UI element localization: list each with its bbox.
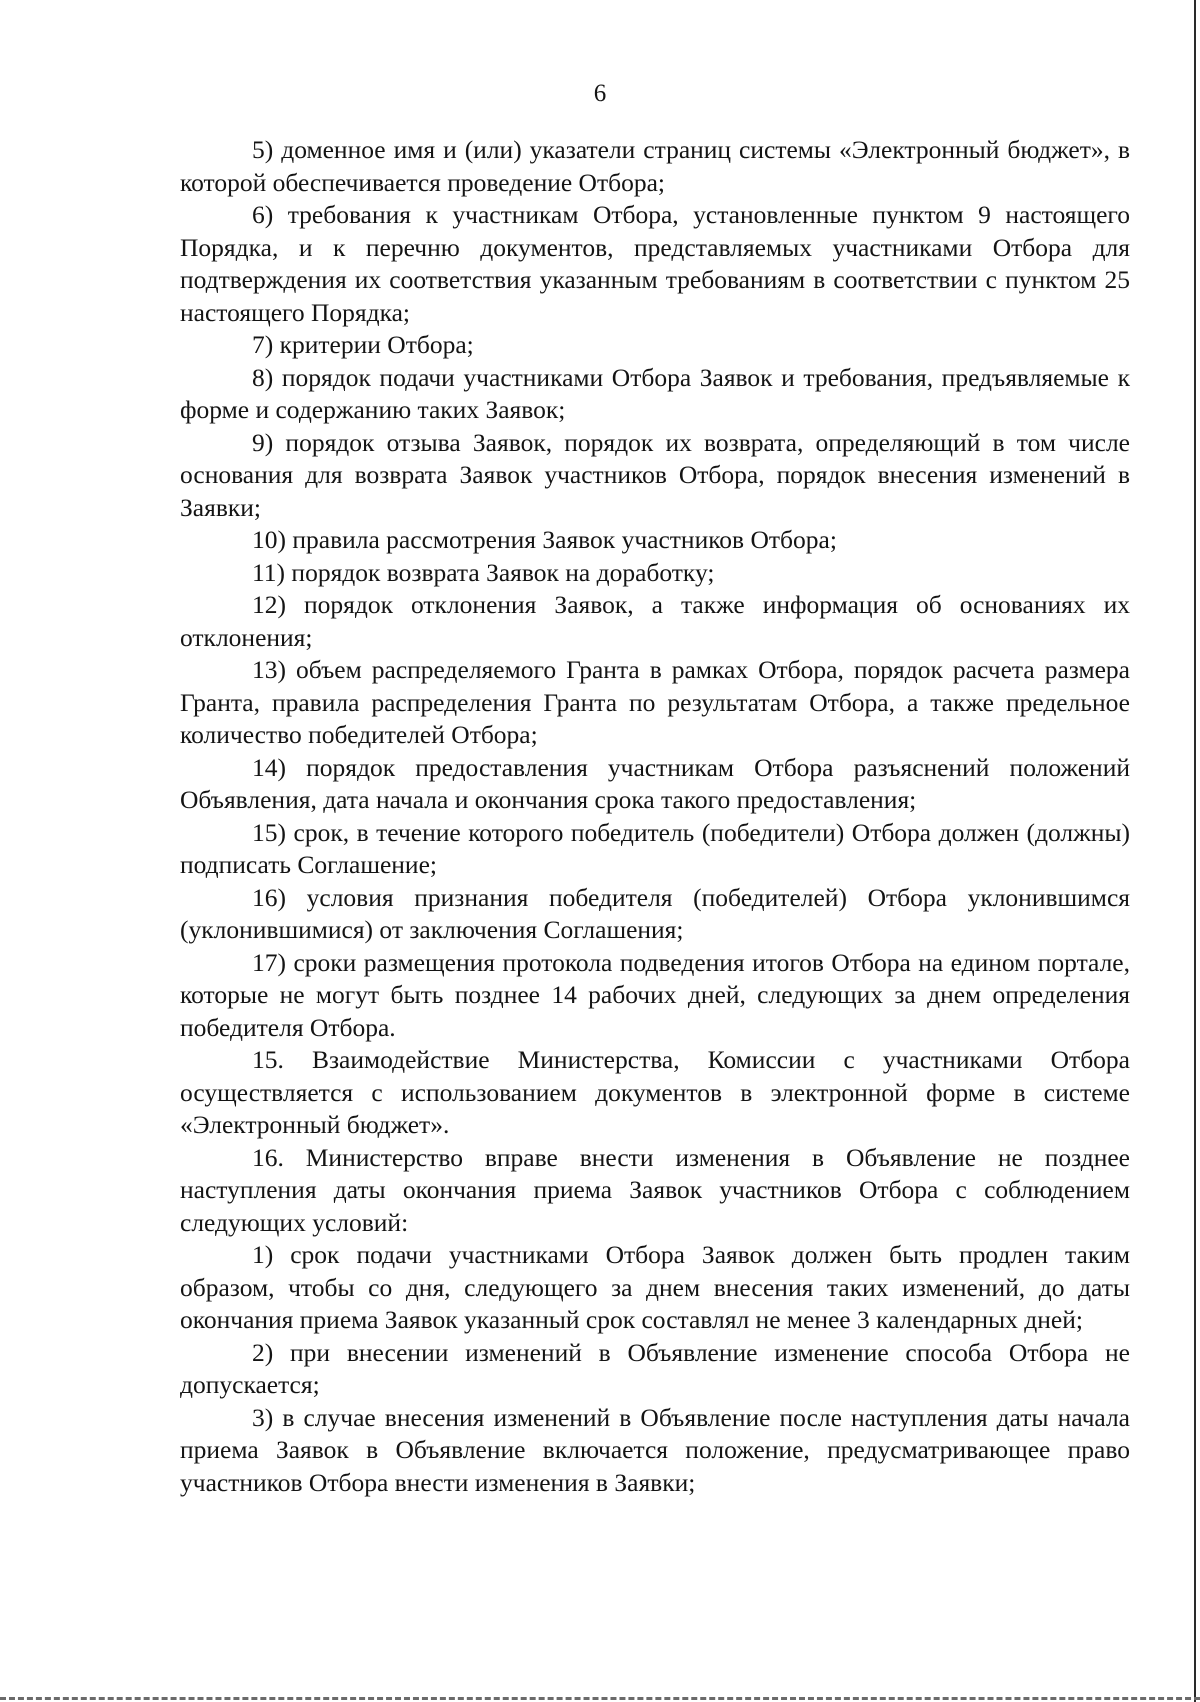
paragraph: 17) сроки размещения протокола подведения итогов Отбора на едином портале, которые не могут быть позднее 14 рабочих дней, следующих за днем определения победителя Отбора. <box>180 947 1130 1042</box>
paragraph: 7) критерии Отбора; <box>252 330 474 359</box>
paragraph: 3) в случае внесения изменений в Объявление после наступления даты начала приема Заявок в Объявление включается положение, предусматривающее право участников Отбора внести изменения в Заявки; <box>180 1402 1130 1497</box>
paragraph: 13) объем распределяемого Гранта в рамках Отбора, порядок расчета размера Гранта, правила распределения Гранта по результатам Отбора, а также предельное количество победителей Отбора; <box>180 655 1130 749</box>
page-number: 6 <box>593 80 607 107</box>
paragraph: 16. Министерство вправе внести изменения в Объявление не позднее наступления даты окончания приема Заявок участников Отбора с соблюдением следующих условий: <box>180 1142 1130 1237</box>
paragraph: 14) порядок предоставления участникам Отбора разъяснений положений Объявления, дата начала и окончания срока такого предоставления; <box>180 752 1130 814</box>
scan-edge-right <box>1194 0 1196 1702</box>
paragraph: 8) порядок подачи участниками Отбора Заявок и требования, предъявляемые к форме и содержанию таких Заявок; <box>180 362 1130 424</box>
document-body <box>180 134 1130 1499</box>
paragraph: 15) срок, в течение которого победитель (победители) Отбора должен (должны) подписать Соглашение; <box>180 817 1130 879</box>
paragraph: 16) условия признания победителя (победителей) Отбора уклонившимся (уклонившимися) от заключения Соглашения; <box>180 882 1130 944</box>
paragraph: 5) доменное имя и (или) указатели страниц системы «Электронный бюджет», в которой обеспечивается проведение Отбора; <box>180 135 1130 197</box>
paragraph: 2) при внесении изменений в Объявление изменение способа Отбора не допускается; <box>180 1337 1130 1399</box>
paragraph: 15. Взаимодействие Министерства, Комиссии с участниками Отбора осуществляется с использованием документов в электронной форме в системе «Электронный бюджет». <box>180 1045 1130 1139</box>
paragraph: 1) срок подачи участниками Отбора Заявок должен быть продлен таким образом, чтобы со дня, следующего за днем внесения таких изменений, до даты окончания приема Заявок указанный срок составлял не менее 3 календарных дней; <box>180 1240 1130 1334</box>
paragraph: 11) порядок возврата Заявок на доработку; <box>252 557 715 587</box>
scan-edge-bottom <box>0 1697 1200 1700</box>
paragraph: 10) правила рассмотрения Заявок участников Отбора; <box>252 525 837 554</box>
paragraph: 9) порядок отзыва Заявок, порядок их возврата, определяющий в том числе основания для возврата Заявок участников Отбора, порядок внесения изменений в Заявки; <box>180 427 1130 522</box>
paragraph: 12) порядок отклонения Заявок, а также информация об основаниях их отклонения; <box>180 590 1130 652</box>
paragraph: 6) требования к участникам Отбора, установленные пунктом 9 настоящего Порядка, и к перечню документов, представляемых участниками Отбора для подтверждения их соответствия указанным требованиям в соответствии с пунктом 25 настоящего Порядка; <box>180 200 1130 327</box>
